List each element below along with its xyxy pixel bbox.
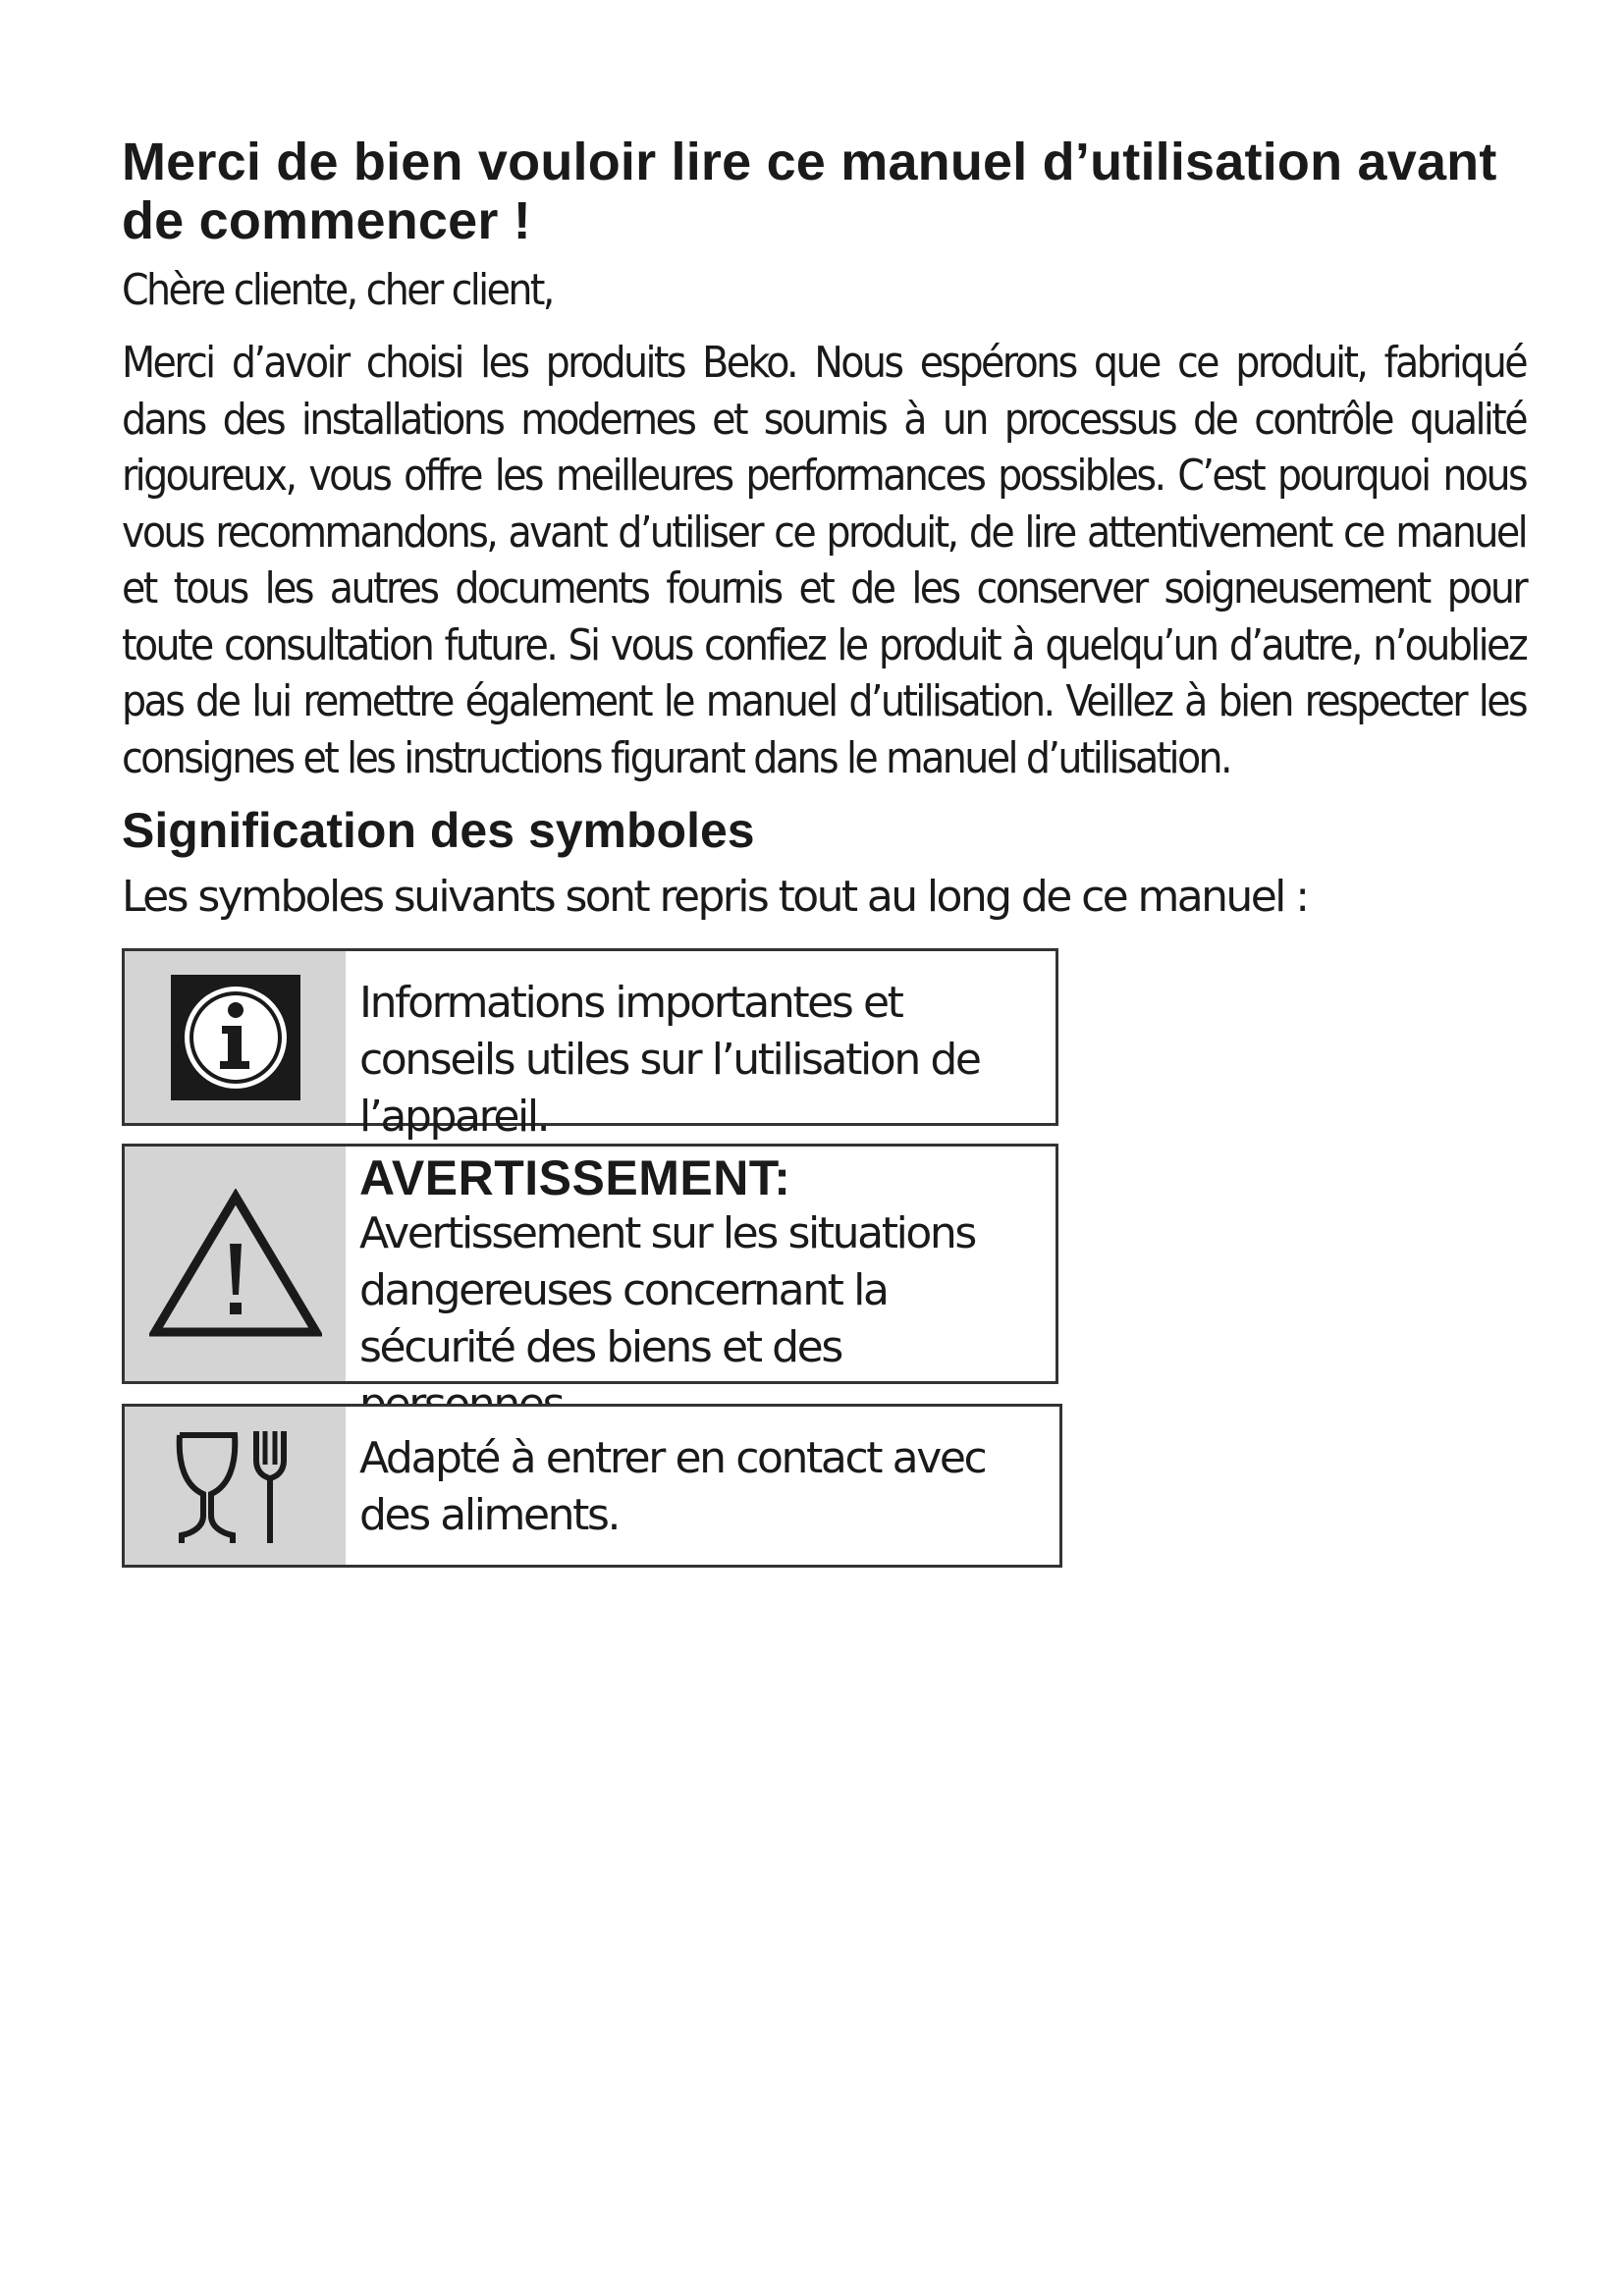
symbol-text-food-contact: Adapté à entrer en contact avec des aliments. <box>359 1433 986 1540</box>
manual-page <box>122 133 1526 926</box>
symbol-text-warning <box>346 1147 1056 1381</box>
symbol-text-info: Informations importantes et conseils utiles sur l’utilisation de l’appareil. <box>359 978 980 1142</box>
page-title-line-2: de commencer ! <box>122 191 531 250</box>
symbol-box-food-contact <box>122 1404 1062 1568</box>
warning-triangle-icon <box>149 1189 322 1340</box>
page-title-line-1: Merci de bien vouloir lire ce manuel d’utilisation avant <box>122 133 1497 191</box>
symbol-icon-cell <box>125 1407 346 1565</box>
symbol-icon-cell <box>125 951 346 1123</box>
symbol-icon-cell <box>125 1147 346 1381</box>
warning-heading: AVERTISSEMENT: <box>359 1150 791 1205</box>
section-title: Signification des symboles <box>122 803 755 858</box>
symbol-box-info <box>122 948 1058 1142</box>
section-intro: Les symboles suivants sont repris tout au long de ce manuel : <box>122 872 1308 922</box>
food-contact-icon <box>172 1425 299 1547</box>
info-icon <box>171 975 300 1100</box>
greeting: Chère cliente, cher client, <box>122 265 553 315</box>
page-title <box>122 133 1526 250</box>
warning-description: Avertissement sur les situations dangereuses concernant la sécurité des biens et des <box>359 1208 975 1372</box>
symbol-box-warning <box>122 1144 1058 1384</box>
intro-paragraph: Merci d’avoir choisi les produits Beko. Nous espérons que ce produit, fabriqué dans des installations modernes et soumis à un processus de contrôle qualité rigoureux, vous offre les meilleures performances possibles. C’est pourquoi nous vous recommandons, avant d’utiliser ce produit, de lire attentivement ce manuel et tous les autres documents fournis et de les conserver soigneusement pour toute consultation future. Si vous confiez le produit à quelqu’un d’autre, n’oubliez pas de lui remettre également le manuel d’utilisation. Veillez à bien respecter les consignes et les instructions figurant dans le manuel d’utilisation. <box>122 338 1526 783</box>
